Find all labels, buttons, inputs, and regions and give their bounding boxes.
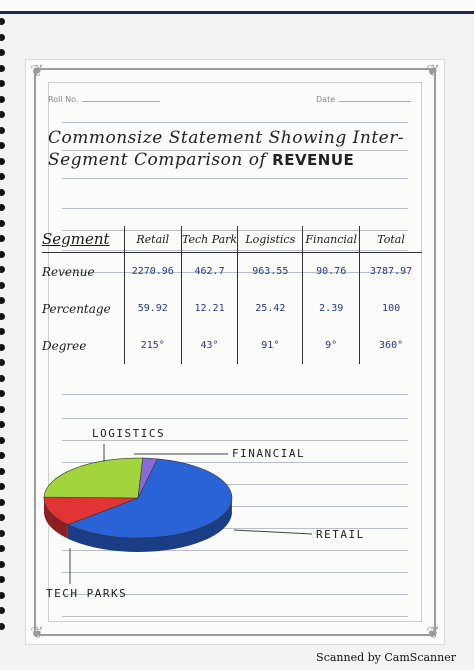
row-label: Degree <box>42 327 124 364</box>
table-cell: 462.7 <box>181 253 238 291</box>
column-header: Total <box>360 226 422 253</box>
pie-label-retail: RETAIL <box>316 528 365 541</box>
corner-ornament-icon: ❦ <box>426 61 440 80</box>
table-corner-header: Segment <box>42 226 124 253</box>
table-cell: 215° <box>124 327 181 364</box>
table-cell: 43° <box>181 327 238 364</box>
corner-ornament-icon: ❦ <box>30 623 44 642</box>
column-header: Retail <box>124 226 181 253</box>
title-prefix: Segment Comparison of <box>48 150 273 170</box>
row-label: Revenue <box>42 253 124 291</box>
table-cell: 2.39 <box>303 290 360 327</box>
table-cell: 25.42 <box>238 290 303 327</box>
table-cell: 9° <box>303 327 360 364</box>
table-cell: 100 <box>382 303 401 314</box>
column-header: Tech Park <box>181 226 238 253</box>
pie-label-logistics: LOGISTICS <box>92 427 166 440</box>
roll-no-label: Roll No. <box>48 95 79 104</box>
corner-ornament-icon: ❦ <box>30 61 44 80</box>
title-line-1: Commonsize Statement Showing Inter- <box>48 128 405 148</box>
column-header: Logistics <box>238 226 303 253</box>
column-header: Financial <box>303 226 360 253</box>
table-cell: 12.21 <box>181 290 238 327</box>
pie-label-tech-parks: TECH PARKS <box>46 587 128 600</box>
pie-label-financial: FINANCIAL <box>232 447 306 460</box>
table-cell: 3787.97 <box>370 266 413 277</box>
corner-ornament-icon: ❦ <box>426 623 440 642</box>
date-label: Date <box>316 95 336 104</box>
title-emphasis: REVENUE <box>272 151 355 169</box>
table-cell: 2270.96 <box>124 253 181 291</box>
table-cell: 59.92 <box>124 290 181 327</box>
scanner-watermark: Scanned by CamScanner <box>316 651 456 664</box>
table-cell: 91° <box>238 327 303 364</box>
table-cell: 360° <box>379 340 404 351</box>
table-cell: 90.76 <box>303 253 360 291</box>
row-label: Percentage <box>42 290 124 327</box>
table-cell: 963.55 <box>238 253 303 291</box>
